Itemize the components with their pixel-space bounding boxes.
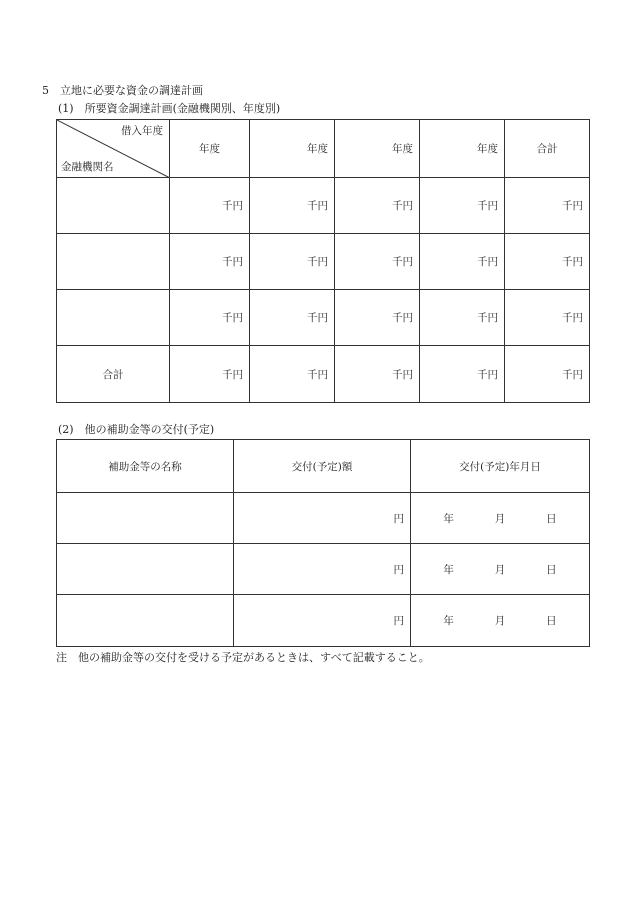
- amount-cell[interactable]: 千円: [505, 234, 590, 290]
- month-unit: 月: [494, 563, 506, 576]
- note-text: 注 他の補助金等の交付を受ける予定があるときは、すべて記載すること。: [56, 651, 430, 664]
- year-header: 年度: [250, 120, 335, 178]
- year-header: 年度: [335, 120, 420, 178]
- year-unit: 年: [443, 563, 454, 576]
- subsidy-table: [56, 439, 590, 647]
- subsidy-amount-cell[interactable]: 円: [234, 544, 411, 595]
- year-header: 年度: [170, 120, 250, 178]
- table-row: [57, 493, 590, 544]
- subsidy-date-cell[interactable]: [411, 544, 590, 595]
- subsidy-amount-cell[interactable]: 円: [234, 493, 411, 544]
- year-header: 年度: [420, 120, 505, 178]
- amount-cell[interactable]: 千円: [170, 234, 250, 290]
- amount-cell[interactable]: 千円: [250, 234, 335, 290]
- amount-cell[interactable]: 千円: [505, 346, 590, 403]
- month-unit: 月: [494, 615, 506, 627]
- subsidy-amount-header: 交付(予定)額: [234, 440, 411, 493]
- total-row-label: 合計: [57, 346, 170, 403]
- institution-name-cell[interactable]: [57, 290, 170, 346]
- subsidy-name-cell[interactable]: [57, 493, 234, 544]
- amount-cell[interactable]: 千円: [170, 290, 250, 346]
- institution-name-cell[interactable]: [57, 234, 170, 290]
- subsection-1-title: (1) 所要資金調達計画(金融機関別、年度別): [58, 102, 281, 115]
- amount-cell[interactable]: 千円: [170, 346, 250, 403]
- day-unit: 日: [546, 512, 557, 525]
- table-row: [57, 234, 590, 290]
- year-unit: 年: [443, 615, 454, 627]
- amount-cell[interactable]: 千円: [170, 178, 250, 234]
- table-row: [57, 595, 590, 647]
- section-title: 5 立地に必要な資金の調達計画: [42, 84, 203, 97]
- diagonal-header-cell: [57, 120, 170, 178]
- day-unit: 日: [546, 615, 557, 627]
- subsidy-date-header: 交付(予定)年月日: [411, 440, 590, 493]
- subsidy-name-cell[interactable]: [57, 595, 234, 647]
- amount-cell[interactable]: 千円: [250, 346, 335, 403]
- amount-cell[interactable]: 千円: [250, 290, 335, 346]
- amount-cell[interactable]: 千円: [335, 234, 420, 290]
- total-row: [57, 346, 590, 403]
- subsidy-date-cell[interactable]: [411, 595, 590, 647]
- funding-plan-table: [56, 119, 590, 403]
- table-row: [57, 178, 590, 234]
- amount-cell[interactable]: 千円: [420, 346, 505, 403]
- year-unit: 年: [443, 512, 454, 525]
- subsection-2-title: (2) 他の補助金等の交付(予定): [58, 423, 215, 436]
- amount-cell[interactable]: 千円: [420, 290, 505, 346]
- subsidy-date-cell[interactable]: [411, 493, 590, 544]
- table-row: [57, 290, 590, 346]
- amount-cell[interactable]: 千円: [335, 346, 420, 403]
- subsidy-amount-cell[interactable]: 円: [234, 595, 411, 647]
- day-unit: 日: [546, 563, 557, 576]
- amount-cell[interactable]: 千円: [250, 178, 335, 234]
- amount-cell[interactable]: 千円: [420, 234, 505, 290]
- subsidy-name-cell[interactable]: [57, 544, 234, 595]
- month-unit: 月: [494, 512, 506, 525]
- institution-name-label: 金融機関名: [61, 161, 114, 173]
- amount-cell[interactable]: 千円: [505, 178, 590, 234]
- amount-cell[interactable]: 千円: [505, 290, 590, 346]
- amount-cell[interactable]: 千円: [335, 290, 420, 346]
- table-row: [57, 544, 590, 595]
- total-header: 合計: [505, 120, 590, 178]
- borrow-year-label: 借入年度: [121, 125, 163, 137]
- amount-cell[interactable]: 千円: [420, 178, 505, 234]
- amount-cell[interactable]: 千円: [335, 178, 420, 234]
- institution-name-cell[interactable]: [57, 178, 170, 234]
- subsidy-name-header: 補助金等の名称: [57, 440, 234, 493]
